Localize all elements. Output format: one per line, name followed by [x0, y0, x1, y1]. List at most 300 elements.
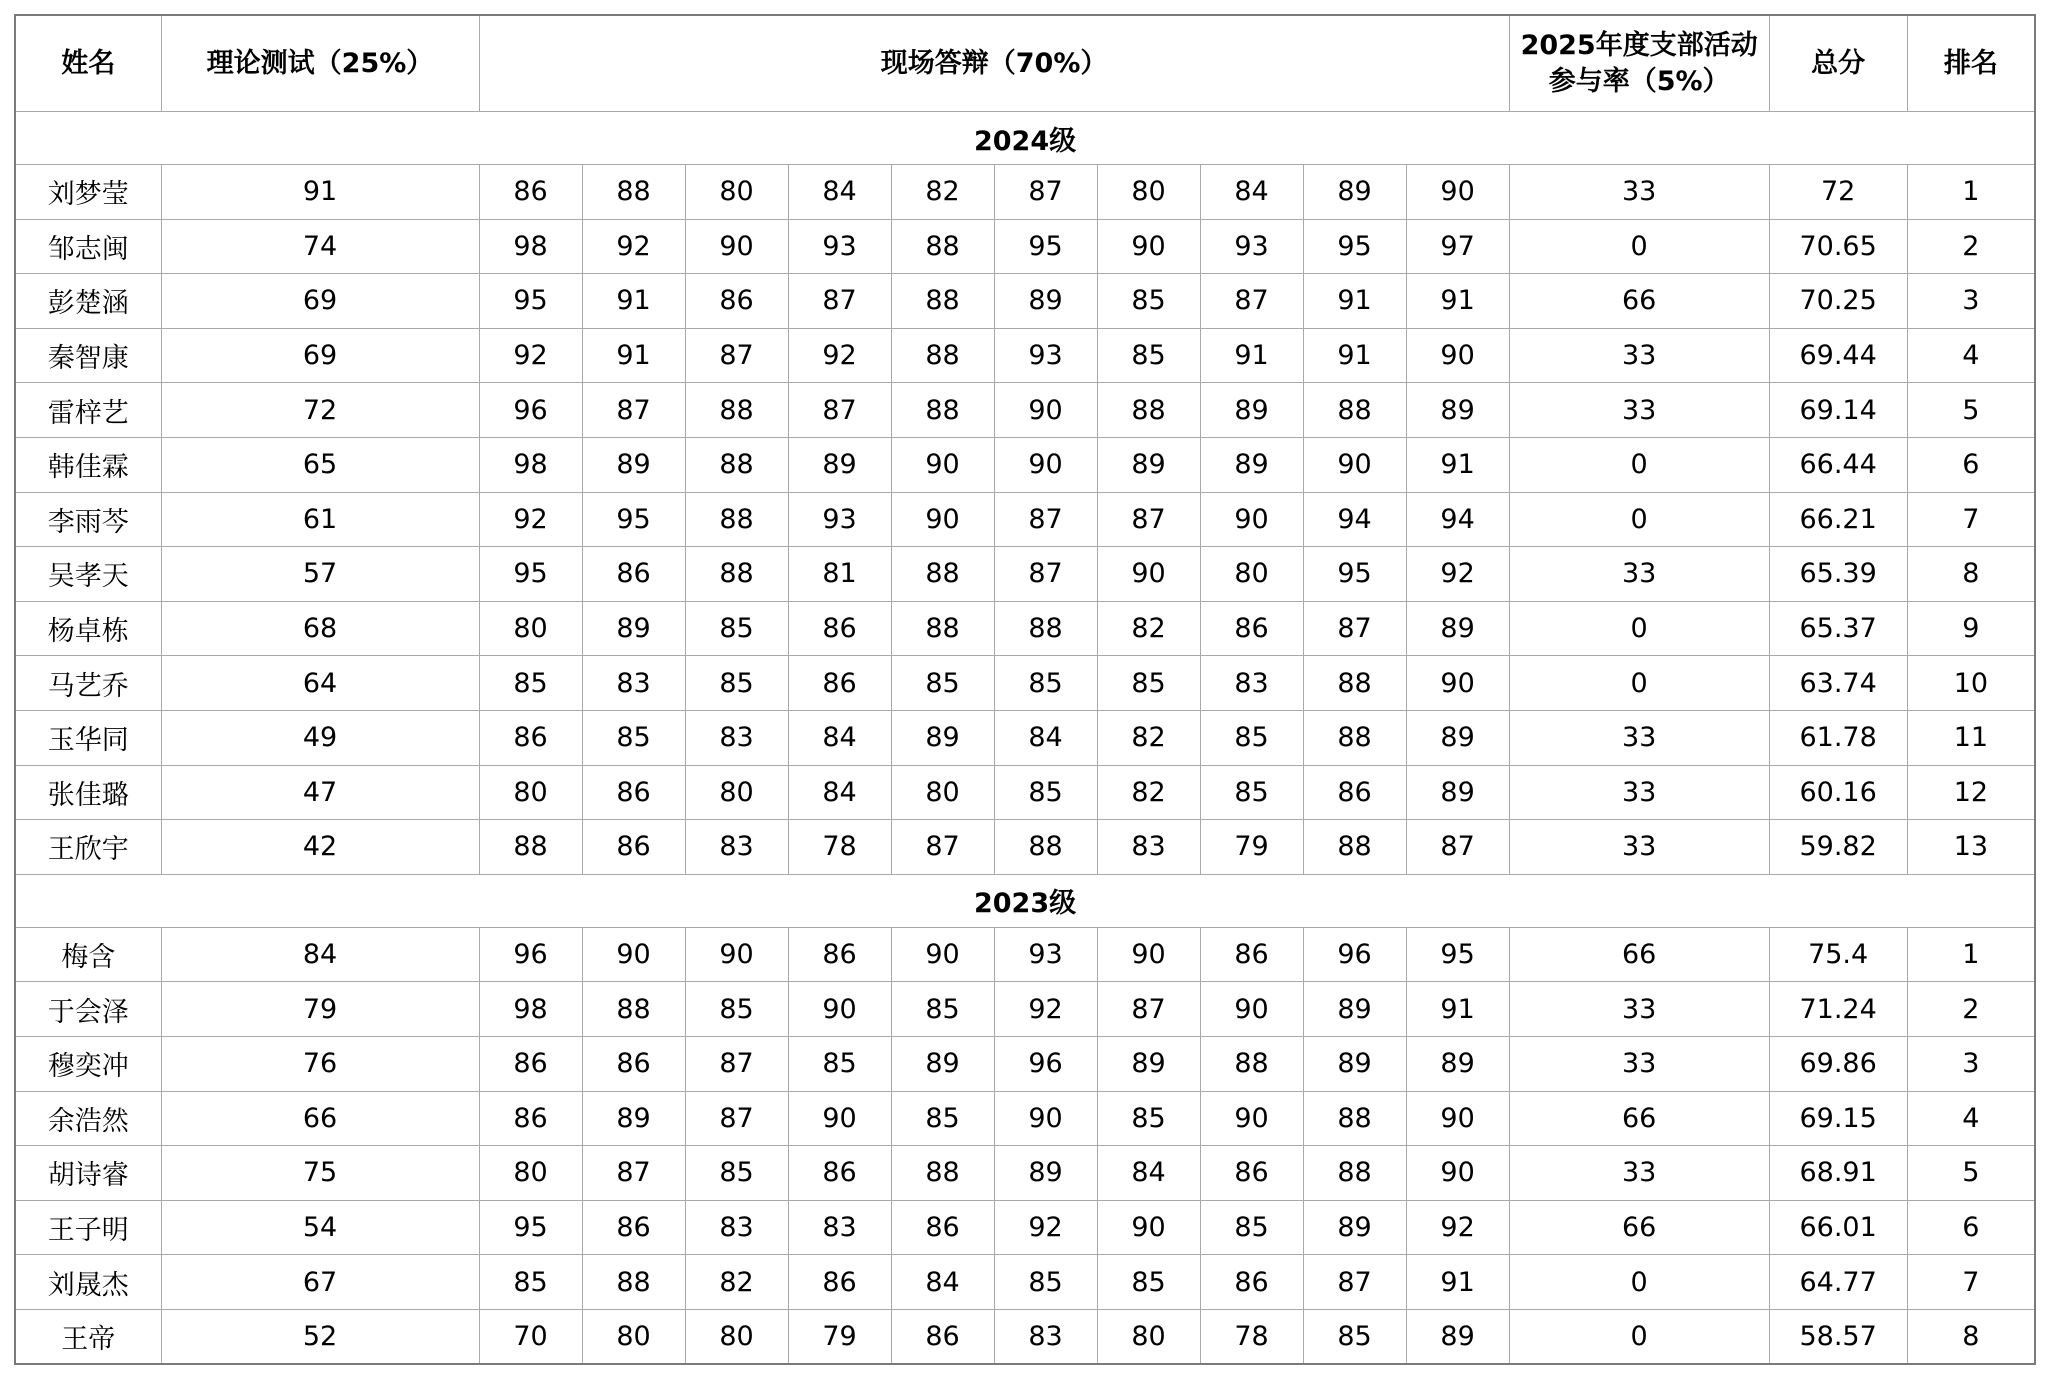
- rank-cell: 8: [1907, 547, 2035, 602]
- defense-score-cell: 98: [479, 982, 582, 1037]
- table-row: [15, 547, 2035, 602]
- defense-score-cell: 90: [582, 927, 685, 982]
- defense-score-cell: 88: [1303, 1146, 1406, 1201]
- defense-score-cell: 87: [1303, 601, 1406, 656]
- defense-score-cell: 80: [479, 1146, 582, 1201]
- defense-score-cell: 98: [479, 437, 582, 492]
- table-row: [15, 328, 2035, 383]
- defense-score-cell: 88: [1097, 383, 1200, 438]
- table-body: [15, 112, 2035, 1365]
- defense-score-cell: 85: [1097, 274, 1200, 329]
- defense-score-cell: 85: [1303, 1309, 1406, 1364]
- total-score-cell: 72: [1769, 165, 1907, 220]
- name-cell: 秦智康: [15, 328, 161, 383]
- defense-score-cell: 87: [994, 165, 1097, 220]
- defense-score-cell: 90: [1200, 1091, 1303, 1146]
- defense-score-cell: 86: [788, 1146, 891, 1201]
- name-cell: 王欣宇: [15, 820, 161, 875]
- group-label: 2024级: [15, 112, 2035, 165]
- theory-score-cell: 66: [161, 1091, 479, 1146]
- defense-score-cell: 90: [1303, 437, 1406, 492]
- table-row: [15, 219, 2035, 274]
- defense-score-cell: 88: [582, 1255, 685, 1310]
- defense-score-cell: 91: [1406, 982, 1509, 1037]
- defense-score-cell: 90: [788, 982, 891, 1037]
- defense-score-cell: 88: [1303, 383, 1406, 438]
- total-score-cell: 60.16: [1769, 765, 1907, 820]
- activity-rate-cell: 33: [1509, 547, 1769, 602]
- rank-cell: 11: [1907, 710, 2035, 765]
- defense-score-cell: 88: [685, 547, 788, 602]
- defense-score-cell: 88: [994, 820, 1097, 875]
- defense-score-cell: 92: [479, 492, 582, 547]
- defense-score-cell: 93: [788, 219, 891, 274]
- name-cell: 余浩然: [15, 1091, 161, 1146]
- name-cell: 吴孝天: [15, 547, 161, 602]
- name-cell: 穆奕冲: [15, 1036, 161, 1091]
- defense-score-cell: 89: [1303, 1200, 1406, 1255]
- theory-score-cell: 68: [161, 601, 479, 656]
- defense-score-cell: 86: [788, 601, 891, 656]
- theory-score-cell: 84: [161, 927, 479, 982]
- table-row: [15, 1146, 2035, 1201]
- table-row: [15, 656, 2035, 711]
- defense-score-cell: 87: [1200, 274, 1303, 329]
- total-score-cell: 71.24: [1769, 982, 1907, 1037]
- defense-score-cell: 87: [891, 820, 994, 875]
- defense-score-cell: 92: [582, 219, 685, 274]
- defense-score-cell: 80: [891, 765, 994, 820]
- defense-score-cell: 83: [582, 656, 685, 711]
- defense-score-cell: 96: [994, 1036, 1097, 1091]
- defense-score-cell: 90: [1200, 492, 1303, 547]
- defense-score-cell: 80: [582, 1309, 685, 1364]
- name-cell: 雷梓艺: [15, 383, 161, 438]
- defense-score-cell: 85: [1200, 765, 1303, 820]
- activity-rate-cell: 33: [1509, 765, 1769, 820]
- defense-score-cell: 89: [994, 1146, 1097, 1201]
- defense-score-cell: 90: [1097, 1200, 1200, 1255]
- rank-cell: 6: [1907, 1200, 2035, 1255]
- activity-rate-cell: 66: [1509, 1091, 1769, 1146]
- defense-score-cell: 83: [685, 820, 788, 875]
- defense-score-cell: 86: [891, 1309, 994, 1364]
- defense-score-cell: 88: [1303, 656, 1406, 711]
- defense-score-cell: 89: [582, 437, 685, 492]
- defense-score-cell: 89: [1406, 710, 1509, 765]
- defense-score-cell: 87: [685, 1036, 788, 1091]
- defense-score-cell: 90: [685, 927, 788, 982]
- defense-score-cell: 95: [479, 1200, 582, 1255]
- theory-score-cell: 79: [161, 982, 479, 1037]
- activity-rate-cell: 0: [1509, 1255, 1769, 1310]
- defense-score-cell: 88: [891, 328, 994, 383]
- defense-score-cell: 89: [1406, 765, 1509, 820]
- defense-score-cell: 84: [788, 165, 891, 220]
- defense-score-cell: 88: [891, 274, 994, 329]
- defense-score-cell: 85: [891, 982, 994, 1037]
- defense-score-cell: 89: [1406, 1036, 1509, 1091]
- defense-score-cell: 94: [1303, 492, 1406, 547]
- defense-score-cell: 89: [891, 710, 994, 765]
- activity-rate-cell: 33: [1509, 1146, 1769, 1201]
- defense-score-cell: 91: [1200, 328, 1303, 383]
- defense-score-cell: 85: [479, 656, 582, 711]
- rank-cell: 2: [1907, 982, 2035, 1037]
- defense-score-cell: 88: [1303, 710, 1406, 765]
- defense-score-cell: 88: [891, 601, 994, 656]
- defense-score-cell: 89: [1406, 383, 1509, 438]
- theory-score-cell: 76: [161, 1036, 479, 1091]
- defense-score-cell: 86: [788, 1255, 891, 1310]
- name-cell: 韩佳霖: [15, 437, 161, 492]
- defense-score-cell: 85: [685, 982, 788, 1037]
- defense-score-cell: 88: [891, 1146, 994, 1201]
- defense-score-cell: 84: [788, 765, 891, 820]
- theory-score-cell: 65: [161, 437, 479, 492]
- defense-score-cell: 88: [1200, 1036, 1303, 1091]
- defense-score-cell: 87: [788, 274, 891, 329]
- defense-score-cell: 86: [479, 710, 582, 765]
- theory-score-cell: 52: [161, 1309, 479, 1364]
- defense-score-cell: 91: [1303, 328, 1406, 383]
- activity-rate-cell: 0: [1509, 601, 1769, 656]
- defense-score-cell: 85: [1097, 1255, 1200, 1310]
- defense-score-cell: 90: [891, 927, 994, 982]
- theory-score-cell: 49: [161, 710, 479, 765]
- defense-score-cell: 87: [994, 492, 1097, 547]
- group-label: 2023级: [15, 874, 2035, 927]
- table-row: [15, 383, 2035, 438]
- defense-score-cell: 80: [1097, 165, 1200, 220]
- name-cell: 玉华同: [15, 710, 161, 765]
- total-score-cell: 69.44: [1769, 328, 1907, 383]
- activity-rate-cell: 66: [1509, 927, 1769, 982]
- theory-score-cell: 69: [161, 328, 479, 383]
- defense-score-cell: 82: [891, 165, 994, 220]
- defense-score-cell: 85: [1200, 1200, 1303, 1255]
- defense-score-cell: 83: [994, 1309, 1097, 1364]
- defense-score-cell: 88: [479, 820, 582, 875]
- defense-score-cell: 93: [994, 927, 1097, 982]
- defense-score-cell: 80: [685, 1309, 788, 1364]
- defense-score-cell: 91: [582, 274, 685, 329]
- defense-score-cell: 85: [582, 710, 685, 765]
- name-cell: 张佳璐: [15, 765, 161, 820]
- defense-score-cell: 81: [788, 547, 891, 602]
- rank-cell: 6: [1907, 437, 2035, 492]
- name-cell: 于会泽: [15, 982, 161, 1037]
- defense-score-cell: 85: [1200, 710, 1303, 765]
- activity-rate-cell: 0: [1509, 492, 1769, 547]
- defense-score-cell: 90: [1406, 1146, 1509, 1201]
- defense-score-cell: 88: [1303, 820, 1406, 875]
- activity-rate-cell: 33: [1509, 328, 1769, 383]
- defense-score-cell: 85: [994, 765, 1097, 820]
- name-cell: 胡诗睿: [15, 1146, 161, 1201]
- defense-score-cell: 82: [1097, 601, 1200, 656]
- defense-score-cell: 83: [685, 710, 788, 765]
- defense-score-cell: 83: [788, 1200, 891, 1255]
- defense-score-cell: 86: [788, 927, 891, 982]
- table-row: [15, 492, 2035, 547]
- theory-score-cell: 42: [161, 820, 479, 875]
- defense-score-cell: 80: [479, 765, 582, 820]
- rank-cell: 13: [1907, 820, 2035, 875]
- activity-rate-cell: 33: [1509, 383, 1769, 438]
- defense-score-cell: 89: [891, 1036, 994, 1091]
- defense-score-cell: 94: [1406, 492, 1509, 547]
- rank-cell: 9: [1907, 601, 2035, 656]
- defense-score-cell: 89: [1097, 437, 1200, 492]
- defense-score-cell: 88: [891, 383, 994, 438]
- rank-cell: 10: [1907, 656, 2035, 711]
- rank-cell: 5: [1907, 383, 2035, 438]
- header-activity: 2025年度支部活动参与率（5%）: [1509, 15, 1769, 112]
- table-row: [15, 710, 2035, 765]
- total-score-cell: 63.74: [1769, 656, 1907, 711]
- defense-score-cell: 80: [1200, 547, 1303, 602]
- defense-score-cell: 86: [1200, 601, 1303, 656]
- rank-cell: 7: [1907, 492, 2035, 547]
- defense-score-cell: 87: [788, 383, 891, 438]
- defense-score-cell: 88: [1303, 1091, 1406, 1146]
- name-cell: 杨卓栋: [15, 601, 161, 656]
- defense-score-cell: 86: [1303, 765, 1406, 820]
- defense-score-cell: 84: [994, 710, 1097, 765]
- defense-score-cell: 85: [994, 656, 1097, 711]
- defense-score-cell: 84: [1097, 1146, 1200, 1201]
- defense-score-cell: 95: [1303, 547, 1406, 602]
- theory-score-cell: 69: [161, 274, 479, 329]
- defense-score-cell: 89: [994, 274, 1097, 329]
- defense-score-cell: 95: [479, 547, 582, 602]
- defense-score-cell: 85: [479, 1255, 582, 1310]
- total-score-cell: 70.65: [1769, 219, 1907, 274]
- header-name: 姓名: [15, 15, 161, 112]
- name-cell: 王帝: [15, 1309, 161, 1364]
- defense-score-cell: 85: [1097, 328, 1200, 383]
- defense-score-cell: 96: [479, 383, 582, 438]
- defense-score-cell: 85: [1097, 1091, 1200, 1146]
- defense-score-cell: 87: [685, 328, 788, 383]
- defense-score-cell: 91: [1406, 274, 1509, 329]
- defense-score-cell: 88: [891, 219, 994, 274]
- table-row: [15, 601, 2035, 656]
- defense-score-cell: 95: [994, 219, 1097, 274]
- defense-score-cell: 90: [1097, 219, 1200, 274]
- total-score-cell: 75.4: [1769, 927, 1907, 982]
- defense-score-cell: 86: [891, 1200, 994, 1255]
- rank-cell: 2: [1907, 219, 2035, 274]
- defense-score-cell: 88: [685, 492, 788, 547]
- rank-cell: 3: [1907, 1036, 2035, 1091]
- theory-score-cell: 54: [161, 1200, 479, 1255]
- name-cell: 梅含: [15, 927, 161, 982]
- defense-score-cell: 84: [1200, 165, 1303, 220]
- group-header-row: [15, 874, 2035, 927]
- rank-cell: 5: [1907, 1146, 2035, 1201]
- name-cell: 王子明: [15, 1200, 161, 1255]
- score-table: [14, 14, 2036, 1365]
- activity-rate-cell: 33: [1509, 165, 1769, 220]
- defense-score-cell: 98: [479, 219, 582, 274]
- theory-score-cell: 64: [161, 656, 479, 711]
- table-row: [15, 820, 2035, 875]
- rank-cell: 1: [1907, 927, 2035, 982]
- defense-score-cell: 88: [582, 982, 685, 1037]
- defense-score-cell: 86: [1200, 1255, 1303, 1310]
- defense-score-cell: 84: [891, 1255, 994, 1310]
- defense-score-cell: 89: [1303, 982, 1406, 1037]
- table-row: [15, 765, 2035, 820]
- table-row: [15, 982, 2035, 1037]
- score-table-container: [14, 14, 2034, 1365]
- defense-score-cell: 91: [1303, 274, 1406, 329]
- table-row: [15, 165, 2035, 220]
- defense-score-cell: 83: [1097, 820, 1200, 875]
- defense-score-cell: 92: [1406, 547, 1509, 602]
- table-row: [15, 927, 2035, 982]
- defense-score-cell: 89: [1406, 601, 1509, 656]
- defense-score-cell: 95: [1406, 927, 1509, 982]
- defense-score-cell: 92: [788, 328, 891, 383]
- theory-score-cell: 61: [161, 492, 479, 547]
- defense-score-cell: 87: [685, 1091, 788, 1146]
- defense-score-cell: 85: [891, 1091, 994, 1146]
- defense-score-cell: 96: [1303, 927, 1406, 982]
- defense-score-cell: 78: [788, 820, 891, 875]
- defense-score-cell: 91: [1406, 1255, 1509, 1310]
- total-score-cell: 69.15: [1769, 1091, 1907, 1146]
- activity-rate-cell: 0: [1509, 656, 1769, 711]
- defense-score-cell: 89: [1303, 165, 1406, 220]
- defense-score-cell: 93: [1200, 219, 1303, 274]
- theory-score-cell: 75: [161, 1146, 479, 1201]
- table-row: [15, 1200, 2035, 1255]
- defense-score-cell: 90: [1097, 927, 1200, 982]
- defense-score-cell: 82: [1097, 765, 1200, 820]
- defense-score-cell: 86: [582, 1200, 685, 1255]
- rank-cell: 3: [1907, 274, 2035, 329]
- defense-score-cell: 85: [685, 1146, 788, 1201]
- defense-score-cell: 79: [1200, 820, 1303, 875]
- defense-score-cell: 91: [1406, 437, 1509, 492]
- defense-score-cell: 80: [479, 601, 582, 656]
- table-row: [15, 274, 2035, 329]
- defense-score-cell: 85: [891, 656, 994, 711]
- defense-score-cell: 90: [1406, 165, 1509, 220]
- defense-score-cell: 86: [479, 1036, 582, 1091]
- rank-cell: 4: [1907, 328, 2035, 383]
- defense-score-cell: 84: [788, 710, 891, 765]
- defense-score-cell: 92: [994, 982, 1097, 1037]
- defense-score-cell: 92: [994, 1200, 1097, 1255]
- name-cell: 邹志闽: [15, 219, 161, 274]
- activity-rate-cell: 33: [1509, 820, 1769, 875]
- defense-score-cell: 85: [1097, 656, 1200, 711]
- rank-cell: 7: [1907, 1255, 2035, 1310]
- defense-score-cell: 89: [582, 601, 685, 656]
- defense-score-cell: 82: [1097, 710, 1200, 765]
- defense-score-cell: 87: [1406, 820, 1509, 875]
- defense-score-cell: 90: [685, 219, 788, 274]
- defense-score-cell: 89: [1200, 383, 1303, 438]
- header-total: 总分: [1769, 15, 1907, 112]
- rank-cell: 8: [1907, 1309, 2035, 1364]
- defense-score-cell: 86: [1200, 1146, 1303, 1201]
- table-row: [15, 1036, 2035, 1091]
- name-cell: 刘晟杰: [15, 1255, 161, 1310]
- defense-score-cell: 90: [891, 437, 994, 492]
- defense-score-cell: 83: [685, 1200, 788, 1255]
- defense-score-cell: 91: [582, 328, 685, 383]
- activity-rate-cell: 33: [1509, 1036, 1769, 1091]
- defense-score-cell: 95: [479, 274, 582, 329]
- activity-rate-cell: 66: [1509, 1200, 1769, 1255]
- total-score-cell: 69.86: [1769, 1036, 1907, 1091]
- table-row: [15, 1091, 2035, 1146]
- name-cell: 李雨芩: [15, 492, 161, 547]
- rank-cell: 4: [1907, 1091, 2035, 1146]
- defense-score-cell: 90: [994, 383, 1097, 438]
- defense-score-cell: 88: [685, 383, 788, 438]
- defense-score-cell: 97: [1406, 219, 1509, 274]
- total-score-cell: 68.91: [1769, 1146, 1907, 1201]
- defense-score-cell: 90: [788, 1091, 891, 1146]
- defense-score-cell: 89: [1200, 437, 1303, 492]
- defense-score-cell: 95: [582, 492, 685, 547]
- theory-score-cell: 47: [161, 765, 479, 820]
- defense-score-cell: 90: [994, 1091, 1097, 1146]
- defense-score-cell: 95: [1303, 219, 1406, 274]
- defense-score-cell: 86: [788, 656, 891, 711]
- defense-score-cell: 88: [685, 437, 788, 492]
- activity-rate-cell: 0: [1509, 437, 1769, 492]
- defense-score-cell: 85: [994, 1255, 1097, 1310]
- theory-score-cell: 57: [161, 547, 479, 602]
- theory-score-cell: 74: [161, 219, 479, 274]
- defense-score-cell: 90: [1406, 328, 1509, 383]
- defense-score-cell: 86: [479, 165, 582, 220]
- defense-score-cell: 92: [479, 328, 582, 383]
- name-cell: 马艺乔: [15, 656, 161, 711]
- defense-score-cell: 87: [1097, 492, 1200, 547]
- header-rank: 排名: [1907, 15, 2035, 112]
- total-score-cell: 64.77: [1769, 1255, 1907, 1310]
- defense-score-cell: 88: [582, 165, 685, 220]
- defense-score-cell: 86: [479, 1091, 582, 1146]
- header-row: [15, 15, 2035, 112]
- activity-rate-cell: 33: [1509, 982, 1769, 1037]
- theory-score-cell: 72: [161, 383, 479, 438]
- defense-score-cell: 87: [994, 547, 1097, 602]
- total-score-cell: 58.57: [1769, 1309, 1907, 1364]
- rank-cell: 1: [1907, 165, 2035, 220]
- defense-score-cell: 85: [788, 1036, 891, 1091]
- defense-score-cell: 89: [582, 1091, 685, 1146]
- defense-score-cell: 78: [1200, 1309, 1303, 1364]
- defense-score-cell: 80: [1097, 1309, 1200, 1364]
- activity-rate-cell: 0: [1509, 1309, 1769, 1364]
- total-score-cell: 61.78: [1769, 710, 1907, 765]
- theory-score-cell: 67: [161, 1255, 479, 1310]
- defense-score-cell: 79: [788, 1309, 891, 1364]
- defense-score-cell: 86: [582, 547, 685, 602]
- defense-score-cell: 93: [994, 328, 1097, 383]
- name-cell: 彭楚涵: [15, 274, 161, 329]
- activity-rate-cell: 0: [1509, 219, 1769, 274]
